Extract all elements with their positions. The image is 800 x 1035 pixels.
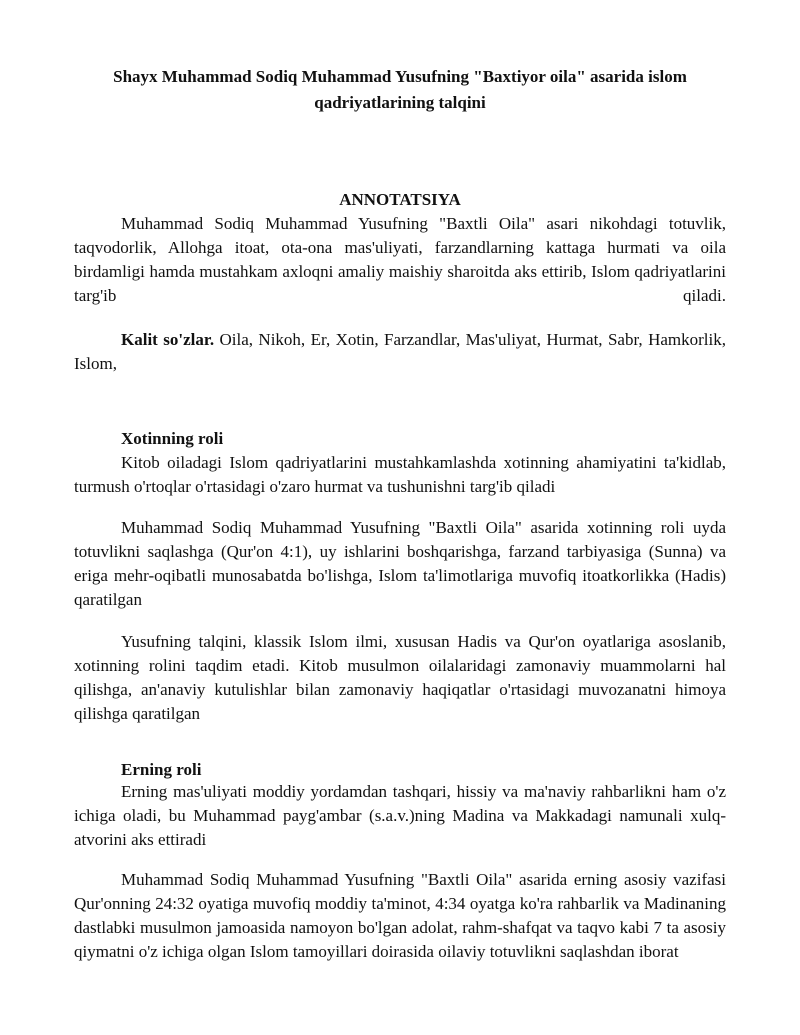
annotation-text: Muhammad Sodiq Muhammad Yusufning "Baxtli Oila" asari nikohdagi totuvlik, taqvodorlik, Allohga itoat, ota-ona mas'uliyati, farzandlarning kattaga hurmati va oila birdamligi hamda mustahkam axloqni amaliy maishiy sharoitda aks ettirib, Islom qadriyatlarini targ'ib qiladi. [74,214,726,305]
section-wife-paragraph-3: Yusufning talqini, klassik Islom ilmi, xususan Hadis va Qur'on oyatlariga asoslanib, xotinning rolini taqdim etadi. Kitob musulmon oilalaridagi zamonaviy muammolarni hal qilishga, an'anaviy kutulishlar bilan zamonaviy haqiqatlar o'rtasidagi muvozanatni himoya qilishga qaratilgan [74,632,726,723]
section-wife-paragraph-1: Kitob oiladagi Islom qadriyatlarini mustahkamlashda xotinning ahamiyatini ta'kidlab, turmush o'rtoqlar o'rtasidagi o'zaro hurmat va tushunishni targ'ib qiladi [74,453,726,496]
section-husband-paragraph-1: Erning mas'uliyati moddiy yordamdan tashqari, hissiy va ma'naviy rahbarlikni ham o'z ichiga oladi, bu Muhammad payg'ambar (s.a.v.)ning Madina va Makkadagi namunali xulq-atvorini aks ettiradi [74,782,726,849]
annotation-heading: ANNOTATSIYA [339,190,461,209]
section-wife-paragraph-2: Muhammad Sodiq Muhammad Yusufning "Baxtli Oila" asarida xotinning roli uyda totuvlikni saqlashga (Qur'on 4:1), uy ishlarini boshqarishga, farzand tarbiyasiga (Sunna) va eriga mehr-oqibatli munosabatda bo'lishga, Islom ta'limotlariga muvofiq itoatkorlikka (Hadis) qaratilgan [74,518,726,609]
keywords-label: Kalit so'zlar. [121,330,215,349]
section-husband-paragraph-2: Muhammad Sodiq Muhammad Yusufning "Baxtli Oila" asarida erning asosiy vazifasi Qur'onning 24:32 oyatiga muvofiq moddiy ta'minot, 4:34 oyatga ko'ra rahbarlik va Madinaning dastlabki musulmon jamoasida namoyon bo'lgan adolat, rahm-shafqat va taqvo kabi 7 ta asosiy qiymatni o'z ichiga olgan Islom tamoyillari doirasida oilaviy totuvlikni saqlashdan iborat [74,870,726,961]
keywords-paragraph [74,328,726,376]
section-heading-wife: Xotinning roli [121,429,224,448]
keywords-text: Oila, Nikoh, Er, Xotin, Farzandlar, Mas'uliyat, Hurmat, Sabr, Hamkorlik, Islom, [74,330,726,373]
document-title: Shayx Muhammad Sodiq Muhammad Yusufning "Baxtiyor oila" asarida islom qadriyatlarining talqini [113,67,687,112]
section-heading-husband: Erning roli [121,760,202,779]
